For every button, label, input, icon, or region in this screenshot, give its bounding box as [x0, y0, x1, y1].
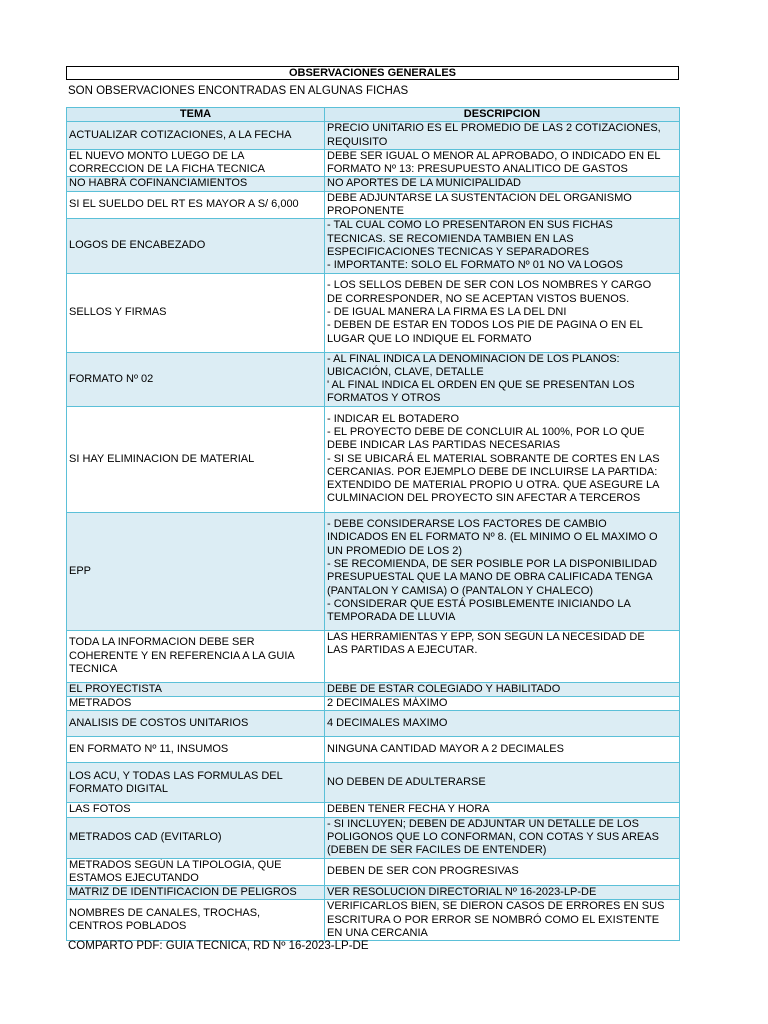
- table-row: [67, 900, 680, 941]
- table-row: [67, 886, 680, 900]
- descripcion-cell: 2 DECIMALES MÁXIMO: [325, 697, 680, 711]
- tema-cell: EL PROYECTISTA: [67, 682, 325, 696]
- descripcion-cell: DEBEN DE SER CON PROGRESIVAS: [325, 858, 680, 886]
- table-row: [67, 219, 680, 273]
- table-row: [67, 858, 680, 886]
- table-row: [67, 406, 680, 512]
- table-row: [67, 191, 680, 219]
- observations-table: [66, 107, 680, 941]
- tema-cell: FORMATO Nº 02: [67, 352, 325, 406]
- tema-cell: MATRIZ DE IDENTIFICACION DE PELIGROS: [67, 886, 325, 900]
- table-row: [67, 630, 680, 682]
- table-row: [67, 763, 680, 803]
- descripcion-cell: DEBE ADJUNTARSE LA SUSTENTACION DEL ORGANISMO PROPONENTE: [325, 191, 680, 219]
- descripcion-cell: - AL FINAL INDICA LA DENOMINACION DE LOS PLANOS: UBICACIÓN, CLAVE, DETALLE ' AL FINAL INDICA EL ORDEN EN QUE SE PRESENTAN LOS FORMATOS Y OTROS: [325, 352, 680, 406]
- table-row: [67, 737, 680, 763]
- table-header-row: [67, 108, 680, 122]
- tema-cell: TODA LA INFORMACION DEBE SER COHERENTE Y EN REFERENCIA A LA GUIA TECNICA: [67, 630, 325, 682]
- descripcion-cell: 4 DECIMALES MAXIMO: [325, 711, 680, 737]
- tema-cell: ACTUALIZAR COTIZACIONES, A LA FECHA: [67, 122, 325, 150]
- tema-cell: SI EL SUELDO DEL RT ES MAYOR A S/ 6,000: [67, 191, 325, 219]
- tema-cell: NO HABRÁ COFINANCIAMIENTOS: [67, 177, 325, 191]
- subtitle: SON OBSERVACIONES ENCONTRADAS EN ALGUNAS FICHAS: [68, 85, 409, 97]
- tema-cell: EN FORMATO Nº 11, INSUMOS: [67, 737, 325, 763]
- tema-cell: LOGOS DE ENCABEZADO: [67, 219, 325, 273]
- tema-cell: METRADOS: [67, 697, 325, 711]
- descripcion-cell: NINGUNA CANTIDAD MAYOR A 2 DECIMALES: [325, 737, 680, 763]
- document-title: OBSERVACIONES GENERALES: [66, 66, 679, 80]
- descripcion-cell: VER RESOLUCION DIRECTORIAL Nº 16-2023-LP-DE: [325, 886, 680, 900]
- tema-cell: SI HAY ELIMINACION DE MATERIAL: [67, 406, 325, 512]
- table-row: [67, 711, 680, 737]
- descripcion-cell: DEBE SER IGUAL O MENOR AL APROBADO, O INDICADO EN EL FORMATO Nº 13: PRESUPUESTO ANALITICO DE GASTOS: [325, 149, 680, 177]
- descripcion-cell: VERIFICARLOS BIEN, SE DIERON CASOS DE ERRORES EN SUS ESCRITURA O POR ERROR SE NOMBRÓ COMO EL EXISTENTE EN UNA CERCANIA: [325, 900, 680, 941]
- footer-note: COMPARTO PDF: GUIA TECNICA, RD Nº 16-2023-LP-DE: [68, 940, 369, 952]
- table-row: [67, 697, 680, 711]
- tema-cell: NOMBRES DE CANALES, TROCHAS, CENTROS POBLADOS: [67, 900, 325, 941]
- descripcion-cell: NO APORTES DE LA MUNICIPALIDAD: [325, 177, 680, 191]
- descripcion-cell: - SI INCLUYEN; DEBEN DE ADJUNTAR UN DETALLE DE LOS POLIGONOS QUE LO CONFORMAN, CON COTAS Y SUS AREAS (DEBEN DE SER FACILES DE ENTENDER): [325, 817, 680, 858]
- descripcion-cell: - LOS SELLOS DEBEN DE SER CON LOS NOMBRES Y CARGO DE CORRESPONDER, NO SE ACEPTAN VISTOS BUENOS. - DE IGUAL MANERA LA FIRMA ES LA DEL DNI - DEBEN DE ESTAR EN TODOS LOS PIE DE PAGINA O EN EL LUGAR QUE LO INDIQUE EL FORMATO: [325, 273, 680, 352]
- descripcion-cell: NO DEBEN DE ADULTERARSE: [325, 763, 680, 803]
- descripcion-cell: - INDICAR EL BOTADERO - EL PROYECTO DEBE DE CONCLUIR AL 100%, POR LO QUE DEBE INDICAR LAS PARTIDAS NECESARIAS - SI SE UBICARÁ EL MATERIAL SOBRANTE DE CORTES EN LAS CERCANIAS. POR EJEMPLO DEBE DE INCLUIRSE LA PARTIDA: EXTENDIDO DE MATERIAL PROPIO U OTRA. QUE ASEGURE LA CULMINACION DEL PROYECTO SIN AFECTAR A TERCEROS: [325, 406, 680, 512]
- tema-cell: LAS FOTOS: [67, 803, 325, 817]
- tema-cell: LOS ACU, Y TODAS LAS FORMULAS DEL FORMATO DIGITAL: [67, 763, 325, 803]
- table-row: [67, 512, 680, 630]
- tema-cell: SELLOS Y FIRMAS: [67, 273, 325, 352]
- tema-cell: ANALISIS DE COSTOS UNITARIOS: [67, 711, 325, 737]
- tema-cell: EL NUEVO MONTO LUEGO DE LA CORRECCION DE LA FICHA TECNICA: [67, 149, 325, 177]
- descripcion-cell: DEBEN TENER FECHA Y HORA: [325, 803, 680, 817]
- table-row: [67, 352, 680, 406]
- table-row: [67, 682, 680, 696]
- tema-cell: METRADOS CAD (EVITARLO): [67, 817, 325, 858]
- header-descripcion: DESCRIPCION: [325, 108, 680, 122]
- descripcion-cell: DEBE DE ESTAR COLEGIADO Y HABILITADO: [325, 682, 680, 696]
- table-row: [67, 803, 680, 817]
- table-row: [67, 177, 680, 191]
- descripcion-cell: PRECIO UNITARIO ES EL PROMEDIO DE LAS 2 COTIZACIONES, REQUISITO: [325, 122, 680, 150]
- table-row: [67, 273, 680, 352]
- descripcion-cell: LAS HERRAMIENTAS Y EPP, SON SEGÚN LA NECESIDAD DE LAS PARTIDAS A EJECUTAR.: [325, 630, 680, 682]
- descripcion-cell: - TAL CUAL COMO LO PRESENTARON EN SUS FICHAS TECNICAS. SE RECOMIENDA TAMBIEN EN LAS ESPECIFICACIONES TECNICAS Y SEPARADORES - IMPORTANTE: SOLO EL FORMATO Nº 01 NO VA LOGOS: [325, 219, 680, 273]
- tema-cell: EPP: [67, 512, 325, 630]
- descripcion-cell: - DEBE CONSIDERARSE LOS FACTORES DE CAMBIO INDICADOS EN EL FORMATO Nº 8. (EL MINIMO O EL MAXIMO O UN PROMEDIO DE LOS 2) - SE RECOMIENDA, DE SER POSIBLE POR LA DISPONIBILIDAD PRESUPUESTAL QUE LA MANO DE OBRA CALIFICADA TENGA (PANTALON Y CAMISA) O (PANTALON Y CHALECO) - CONSIDERAR QUE ESTÁ POSIBLEMENTE INICIANDO LA TEMPORADA DE LLUVIA: [325, 512, 680, 630]
- tema-cell: METRADOS SEGÚN LA TIPOLOGIA, QUE ESTAMOS EJECUTANDO: [67, 858, 325, 886]
- table-row: [67, 122, 680, 150]
- table-row: [67, 817, 680, 858]
- header-tema: TEMA: [67, 108, 325, 122]
- table-row: [67, 149, 680, 177]
